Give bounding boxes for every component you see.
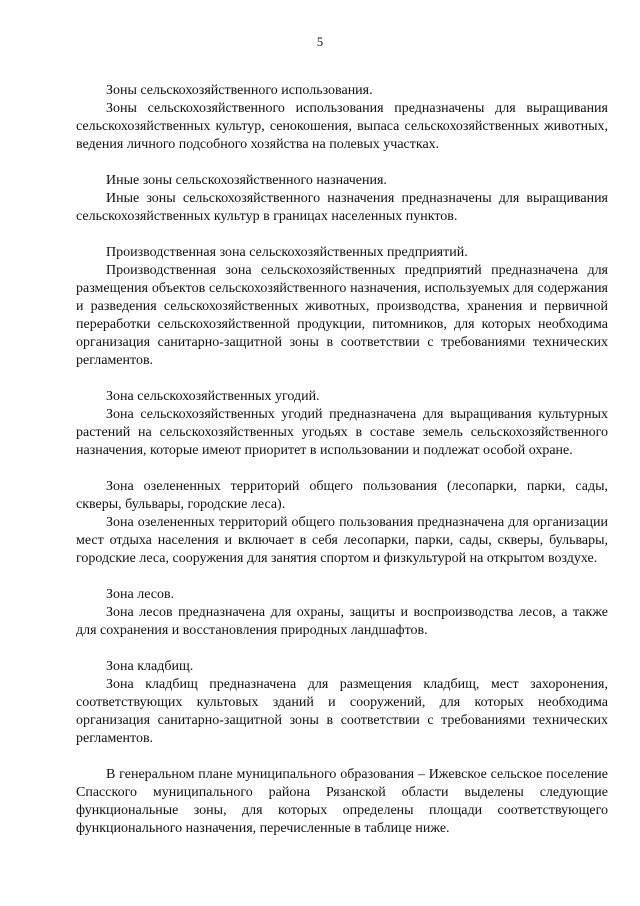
section-agricultural-lands bbox=[76, 388, 608, 460]
page-number: 5 bbox=[316, 35, 324, 49]
section-forests bbox=[76, 586, 608, 640]
section-heading: Зона кладбищ. bbox=[106, 659, 194, 674]
section-agricultural-use bbox=[76, 82, 608, 154]
section-paragraph: Зона озелененных территорий общего пользования предназначена для организации мест отдыха населения и включает в себя лесопарки, парки, сады, скверы, бульвары, городские леса, сооружения для занятия спортом и физкультурой на открытом воздухе. bbox=[76, 515, 608, 566]
section-closing bbox=[76, 766, 608, 838]
section-paragraph: Иные зоны сельскохозяйственного назначения предназначены для выращивания сельскохозяйственных культур в границах населенных пунктов. bbox=[76, 191, 608, 224]
section-paragraph: Производственная зона сельскохозяйственных предприятий предназначена для размещения объектов сельскохозяйственного назначения, используемых для содержания и разведения сельскохозяйственных животных, производства, хранения и первичной переработки сельскохозяйственной продукции, питомников, для которых необходима организация санитарно-защитной зоны в соответствии с требованиями технических регламентов. bbox=[76, 263, 608, 368]
section-paragraph: Зона лесов предназначена для охраны, защиты и воспроизводства лесов, а также для сохранения и восстановления природных ландшафтов. bbox=[76, 605, 608, 638]
section-production-zone bbox=[76, 244, 608, 370]
section-cemeteries bbox=[76, 658, 608, 748]
section-paragraph: Зона кладбищ предназначена для размещения кладбищ, мест захоронения, соответствующих культовых зданий и сооружений, для которых необходима организация санитарно-защитной зоны в соответствии с требованиями технических регламентов. bbox=[76, 677, 608, 746]
section-other-agricultural bbox=[76, 172, 608, 226]
section-heading: Зона сельскохозяйственных угодий. bbox=[106, 389, 320, 404]
section-paragraph: Зона сельскохозяйственных угодий предназначена для выращивания культурных растений на сельскохозяйственных угодьях в составе земель сельскохозяйственного назначения, которые имеют приоритет в использовании и подлежат особой охране. bbox=[76, 407, 608, 458]
section-heading: Зоны сельскохозяйственного использования. bbox=[106, 83, 373, 98]
section-heading: Зона лесов. bbox=[106, 587, 175, 602]
section-heading: Производственная зона сельскохозяйственных предприятий. bbox=[106, 245, 468, 260]
section-heading: Иные зоны сельскохозяйственного назначения. bbox=[106, 173, 387, 188]
section-paragraph: Зоны сельскохозяйственного использования предназначены для выращивания сельскохозяйственных культур, сенокошения, выпаса сельскохозяйственных животных, ведения личного подсобного хозяйства на полевых участках. bbox=[76, 101, 608, 152]
document-body bbox=[76, 82, 608, 856]
section-green-areas bbox=[76, 478, 608, 568]
section-heading: Зона озелененных территорий общего пользования (лесопарки, парки, сады, скверы, бульвары, городские леса). bbox=[76, 479, 608, 512]
closing-paragraph: В генеральном плане муниципального образования – Ижевское сельское поселение Спасского муниципального района Рязанской области выделены следующие функциональные зоны, для которых определены площади соответствующего функционального назначения, перечисленные в таблице ниже. bbox=[76, 767, 608, 836]
